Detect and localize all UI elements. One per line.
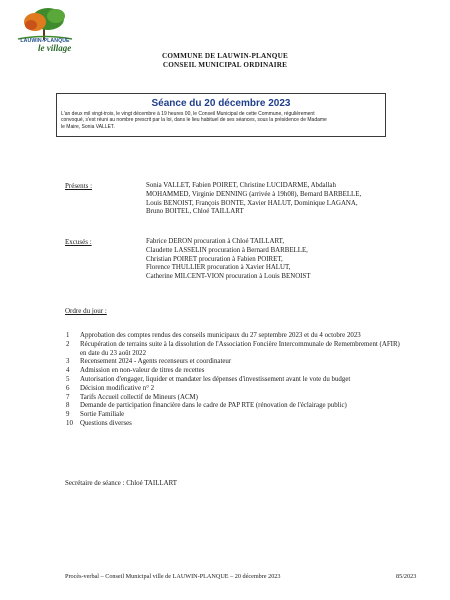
agenda-item-text: Tarifs Accueil collectif de Mineurs (ACM)	[80, 393, 198, 401]
seance-intro-line: convoqué, s'est réuni au nombre prescrit par la loi, dans le lieu habituel de ses séances, sous la présidence de Madame	[61, 117, 327, 124]
excuses-list	[146, 238, 428, 282]
agenda-item	[66, 376, 406, 385]
agenda-item-number: 10	[66, 419, 73, 427]
agenda-item-number: 9	[66, 411, 70, 419]
conseil-heading: CONSEIL MUNICIPAL ORDINAIRE	[162, 61, 288, 69]
agenda-item	[66, 402, 406, 411]
agenda-item-number: 6	[66, 384, 70, 392]
presents-line: Sonia VALLET, Fabien POIRET, Christine LUCIDARME, Abdallah	[146, 182, 336, 189]
presents-line: MOHAMMED, Virginie DENNING (arrivée à 19h08), Bernard BARBELLE,	[146, 190, 362, 198]
agenda-item	[66, 332, 406, 341]
agenda-item-number: 4	[66, 367, 70, 375]
agenda-item-text: Autorisation d'engager, liquider et mandater les dépenses d'investissement avant le vote du budget	[80, 375, 351, 383]
agenda-item	[66, 358, 406, 367]
excuses-line: Catherine MILCENT-VION procuration à Louis BENOIST	[146, 273, 311, 281]
excuses-label: Excusés :	[65, 238, 92, 246]
presents-list	[146, 182, 428, 217]
seance-intro-line: le Maire, Sonia VALLET.	[61, 123, 115, 130]
tree-icon	[10, 6, 80, 42]
footer-text: Procès-verbal – Conseil Municipal ville de LAUWIN-PLANQUE – 20 décembre 2023	[65, 573, 281, 580]
agenda-item-text: Admission en non-valeur de titres de recettes	[80, 367, 205, 375]
agenda-item-text: Approbation des comptes rendus des conseils municipaux du 27 septembre 2023 et du 4 octobre 2023	[80, 332, 361, 339]
ordre-du-jour-title: Ordre du jour :	[65, 307, 107, 315]
commune-heading: COMMUNE DE LAUWIN-PLANQUE	[162, 52, 288, 60]
agenda-item-number: 7	[66, 393, 70, 401]
agenda-item-text: Récupération de terrains suite à la dissolution de l'Association Foncière Intercommunale de Remembrement (AFIR) en date du 23 août 2022	[80, 340, 400, 357]
agenda-list	[66, 332, 406, 429]
agenda-item	[66, 341, 406, 359]
agenda-item	[66, 385, 406, 394]
seance-title: Séance du 20 décembre 2023	[151, 98, 291, 109]
agenda-item-text: Questions diverses	[80, 419, 132, 427]
agenda-item	[66, 420, 406, 429]
seance-box	[56, 93, 386, 137]
seance-intro-line: L'an deux mil vingt-trois, le vingt décembre à 19 heures 00, le Conseil Municipal de cette Commune, régulièrement	[61, 111, 315, 117]
agenda-item-text: Demande de participation financière dans le cadre de PAP RTE (rénovation de l'éclairage public)	[80, 402, 347, 410]
logo-script: le village	[38, 43, 72, 53]
agenda-item-number: 8	[66, 402, 70, 410]
excuses-line: Florence THULLIER procuration à Xavier HALUT,	[146, 264, 291, 272]
agenda-item-text: Décision modificative n° 2	[80, 384, 155, 392]
seance-intro	[61, 111, 382, 130]
page-number: 85/2023	[396, 573, 417, 580]
secretaire-de-seance: Secrétaire de séance : Chloé TAILLART	[65, 480, 177, 487]
agenda-item-number: 3	[66, 358, 70, 366]
presents-line: Louis BENOIST, François BONTE, Xavier HALUT, Dominique LAGANA,	[146, 199, 358, 207]
agenda-item-text: Sortie Familiale	[80, 411, 125, 419]
agenda-item	[66, 394, 406, 403]
excuses-line: Fabrice DERON procuration à Chloé TAILLART,	[146, 238, 285, 245]
agenda-item-number: 2	[66, 340, 70, 348]
logo-name: LAUWIN-PLANQUE	[20, 38, 70, 44]
agenda-item	[66, 411, 406, 420]
excuses-line: Christian POIRET procuration à Fabien POIRET,	[146, 255, 283, 263]
presents-label: Présents :	[65, 182, 93, 190]
agenda-item-text: Recensement 2024 - Agents recenseurs et coordinateur	[80, 358, 232, 366]
agenda-item-number: 5	[66, 375, 70, 383]
presents-line: Bruno BOITEL, Chloé TAILLART	[146, 208, 244, 216]
excuses-line: Claudette LASSELIN procuration à Bernard BARBELLE,	[146, 246, 308, 254]
agenda-item	[66, 367, 406, 376]
agenda-item-number: 1	[66, 332, 70, 339]
